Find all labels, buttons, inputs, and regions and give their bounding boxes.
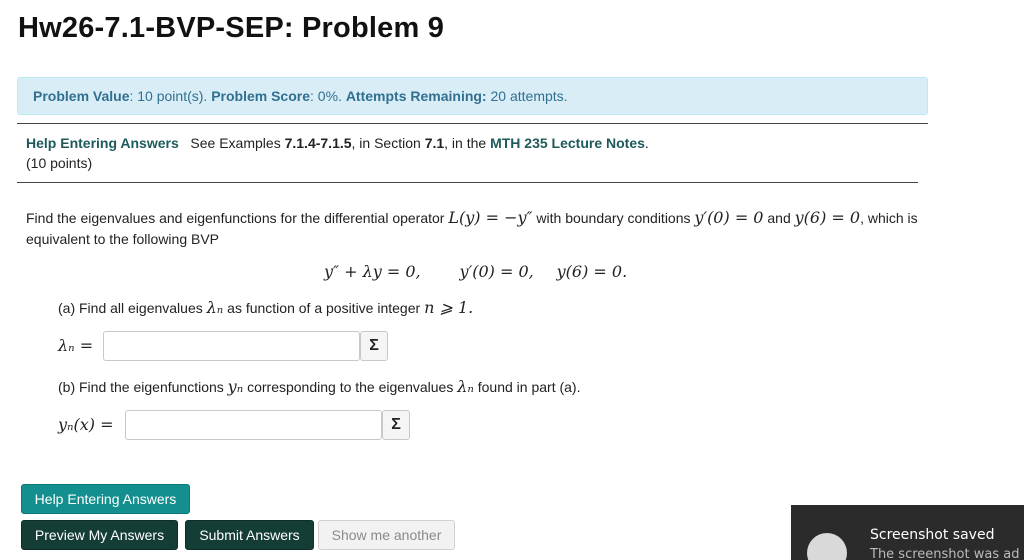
problem-value-label: Problem Value xyxy=(33,88,130,104)
help-mid2-text: , in the xyxy=(444,135,491,151)
part-a-condition: n ⩾ 1. xyxy=(424,298,474,317)
boundary-condition-1: y′(0) = 0 xyxy=(694,208,764,227)
part-a-prompt xyxy=(58,298,473,317)
eigenfunction-answer-label: yₙ(x) = xyxy=(58,415,114,434)
points-text: (10 points) xyxy=(26,155,93,171)
eigenvalue-equation-editor-button[interactable] xyxy=(360,331,388,361)
part-a-text-2: as function of a positive integer xyxy=(223,300,425,316)
problem-text-2: with boundary conditions xyxy=(532,210,695,226)
equation-ode: y″ + λy = 0, xyxy=(324,262,421,281)
help-line xyxy=(26,135,649,151)
eigenfunction-answer-input[interactable] xyxy=(125,410,382,440)
help-end-text: . xyxy=(644,135,649,151)
section-ref: 7.1 xyxy=(424,135,445,151)
problem-score-label: Problem Score xyxy=(211,88,311,104)
problem-text-1: Find the eigenvalues and eigenfunctions for the differential operator xyxy=(26,210,449,226)
part-b-lambda-symbol: λₙ xyxy=(457,377,474,396)
part-b-prompt xyxy=(58,377,580,396)
toast-subtitle: The screenshot was ad xyxy=(870,547,1020,560)
part-b-y-symbol: yₙ xyxy=(227,377,244,396)
eigenvalue-answer-input[interactable] xyxy=(103,331,360,361)
help-entering-answers-button[interactable]: Help Entering Answers xyxy=(21,484,190,514)
operator-math: L(y) = −y″ xyxy=(448,208,533,227)
eigenfunction-equation-editor-button[interactable] xyxy=(382,410,410,440)
divider-bottom xyxy=(17,182,918,183)
problem-info-banner xyxy=(17,77,928,115)
show-another-button[interactable]: Show me another xyxy=(318,520,455,550)
problem-text-3: and xyxy=(763,210,795,226)
part-b-text-1: (b) Find the eigenfunctions xyxy=(58,379,228,395)
part-a-lambda-symbol: λₙ xyxy=(206,298,224,317)
divider-top xyxy=(17,123,928,124)
problem-statement xyxy=(26,207,926,250)
submit-answers-button[interactable]: Submit Answers xyxy=(185,520,314,550)
toast-thumbnail xyxy=(807,533,847,560)
attempts-remaining: 20 attempts. xyxy=(486,88,568,104)
part-a-text-1: (a) Find all eigenvalues xyxy=(58,300,207,316)
boundary-condition-2: y(6) = 0 xyxy=(794,208,861,227)
toast-title: Screenshot saved xyxy=(870,527,995,543)
part-b-text-2: corresponding to the eigenvalues xyxy=(243,379,458,395)
help-pre-text: See Examples xyxy=(190,135,285,151)
sigma-icon: Σ xyxy=(369,337,379,354)
display-equation xyxy=(324,262,627,282)
equation-bc2: y(6) = 0. xyxy=(556,262,628,281)
page-title: Hw26-7.1-BVP-SEP: Problem 9 xyxy=(18,12,445,44)
attempts-remaining-label: Attempts Remaining: xyxy=(345,88,487,104)
lecture-notes-link[interactable]: MTH 235 Lecture Notes xyxy=(490,135,645,151)
problem-score: : 0%. xyxy=(310,88,346,104)
help-entering-answers-link[interactable]: Help Entering Answers xyxy=(26,135,179,151)
part-b-text-3: found in part (a). xyxy=(473,379,581,395)
eigenvalue-answer-label: λₙ = xyxy=(58,336,94,355)
help-mid-text: , in Section xyxy=(351,135,425,151)
examples-ref: 7.1.4-7.1.5 xyxy=(284,135,352,151)
sigma-icon: Σ xyxy=(391,416,401,433)
problem-value: : 10 point(s). xyxy=(129,88,212,104)
preview-answers-button[interactable]: Preview My Answers xyxy=(21,520,178,550)
problem-text-4: , which is equivalent to the following BVP xyxy=(26,210,918,247)
equation-bc1: y′(0) = 0, xyxy=(459,262,534,281)
screenshot-saved-toast[interactable] xyxy=(791,505,1024,560)
